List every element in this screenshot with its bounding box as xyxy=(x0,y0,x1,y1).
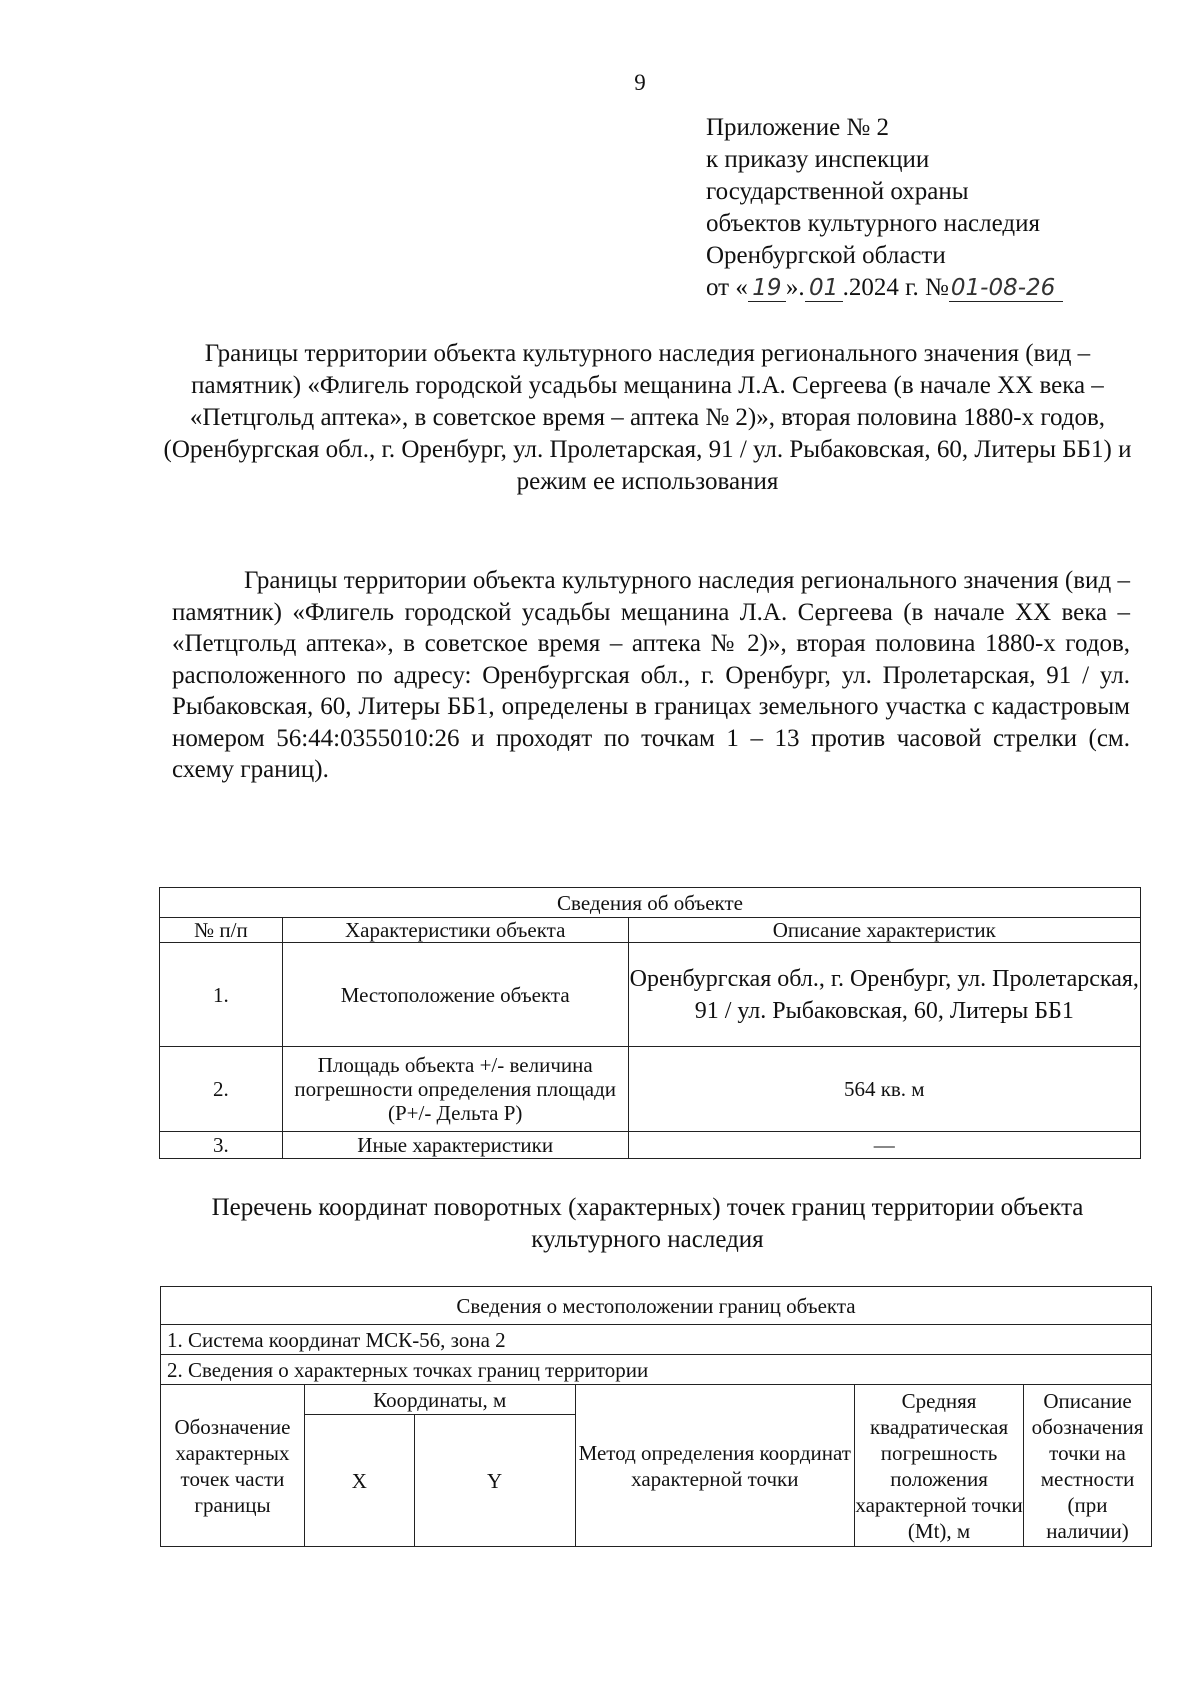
header-x: X xyxy=(304,1415,414,1547)
header-number: № п/п xyxy=(160,918,283,943)
row1-description: Оренбургская обл., г. Оренбург, ул. Пролетарская, 91 / ул. Рыбаковская, 60, Литеры ББ1 xyxy=(628,943,1140,1047)
header-y: Y xyxy=(414,1415,575,1547)
header-coordinates: Координаты, м xyxy=(304,1385,575,1415)
object-info-table xyxy=(159,887,1141,1159)
row3-number: 3. xyxy=(160,1132,283,1159)
row3-description: — xyxy=(628,1132,1140,1159)
row2-number: 2. xyxy=(160,1047,283,1132)
row2-description: 564 кв. м xyxy=(628,1047,1140,1132)
row2-characteristic: Площадь объекта +/- величина погрешности определения площади (Р+/- Дельта Р) xyxy=(282,1047,628,1132)
coords-table-caption: Сведения о местоположении границ объекта xyxy=(161,1287,1152,1325)
header-method: Метод определения координат характерной точки xyxy=(575,1385,855,1547)
row1-characteristic: Местоположение объекта xyxy=(282,943,628,1047)
points-info: 2. Сведения о характерных точках границ территории xyxy=(161,1355,1152,1385)
header-characteristics: Характеристики объекта xyxy=(282,918,628,943)
date-year: .2024 г. № xyxy=(842,274,949,301)
appendix-line-heritage: объектов культурного наследия xyxy=(706,210,1040,237)
row1-number: 1. xyxy=(160,943,283,1047)
header-point-designation: Обозначение характерных точек части границы xyxy=(161,1385,305,1547)
appendix-line-order: к приказу инспекции xyxy=(706,146,930,173)
appendix-block xyxy=(706,112,1156,304)
order-number-handwritten: 01-08-26 xyxy=(949,275,1063,302)
date-month-handwritten: 01 xyxy=(805,275,843,302)
date-day-handwritten: 19 xyxy=(748,275,786,302)
row3-characteristic: Иные характеристики xyxy=(282,1132,628,1159)
header-error: Средняя квадратическая погрешность положения характерной точки (Mt), м xyxy=(855,1385,1024,1547)
coordinate-system: 1. Система координат МСК-56, зона 2 xyxy=(161,1325,1152,1355)
appendix-title: Приложение № 2 xyxy=(706,114,890,141)
object-table-caption: Сведения об объекте xyxy=(160,888,1141,918)
page-number: 9 xyxy=(634,70,646,95)
date-prefix: от « xyxy=(706,274,748,301)
coordinates-section-title: Перечень координат поворотных (характерных) точек границ территории объекта культурного наследия xyxy=(211,1194,1084,1253)
header-description: Описание характеристик xyxy=(628,918,1140,943)
appendix-date-line xyxy=(706,272,1156,304)
appendix-line-protection: государственной охраны xyxy=(706,178,969,205)
document-title: Границы территории объекта культурного наследия регионального значения (вид – памятник) «Флигель городской усадьбы мещанина Л.А. Сергеева (в начале XX века – «Петцгольд аптека», в советское время – аптека № 2)», вторая половина 1880-х годов, (Оренбургская обл., г. Оренбург, ул. Пролетарская, 91 / ул. Рыбаковская, 60, Литеры ББ1) и режим ее использования xyxy=(163,340,1132,495)
boundary-description-paragraph: Границы территории объекта культурного наследия регионального значения (вид – памятник) «Флигель городской усадьбы мещанина Л.А. Сергеева (в начале XX века – «Петцгольд аптека», в советское время – аптека № 2)», вторая половина 1880-х годов, расположенного по адресу: Оренбургская обл., г. Оренбург, ул. Пролетарская, 91 / ул. Рыбаковская, 60, Литеры ББ1, определены в границах земельного участка с кадастровым номером 56:44:0355010:26 и проходят по точкам 1 – 13 против часовой стрелки (см. схему границ). xyxy=(172,567,1130,783)
appendix-line-region: Оренбургской области xyxy=(706,242,946,269)
header-point-description: Описание обозначения точки на местности (при наличии) xyxy=(1024,1385,1152,1547)
date-mid: ». xyxy=(785,274,805,301)
coordinates-table xyxy=(160,1286,1152,1547)
